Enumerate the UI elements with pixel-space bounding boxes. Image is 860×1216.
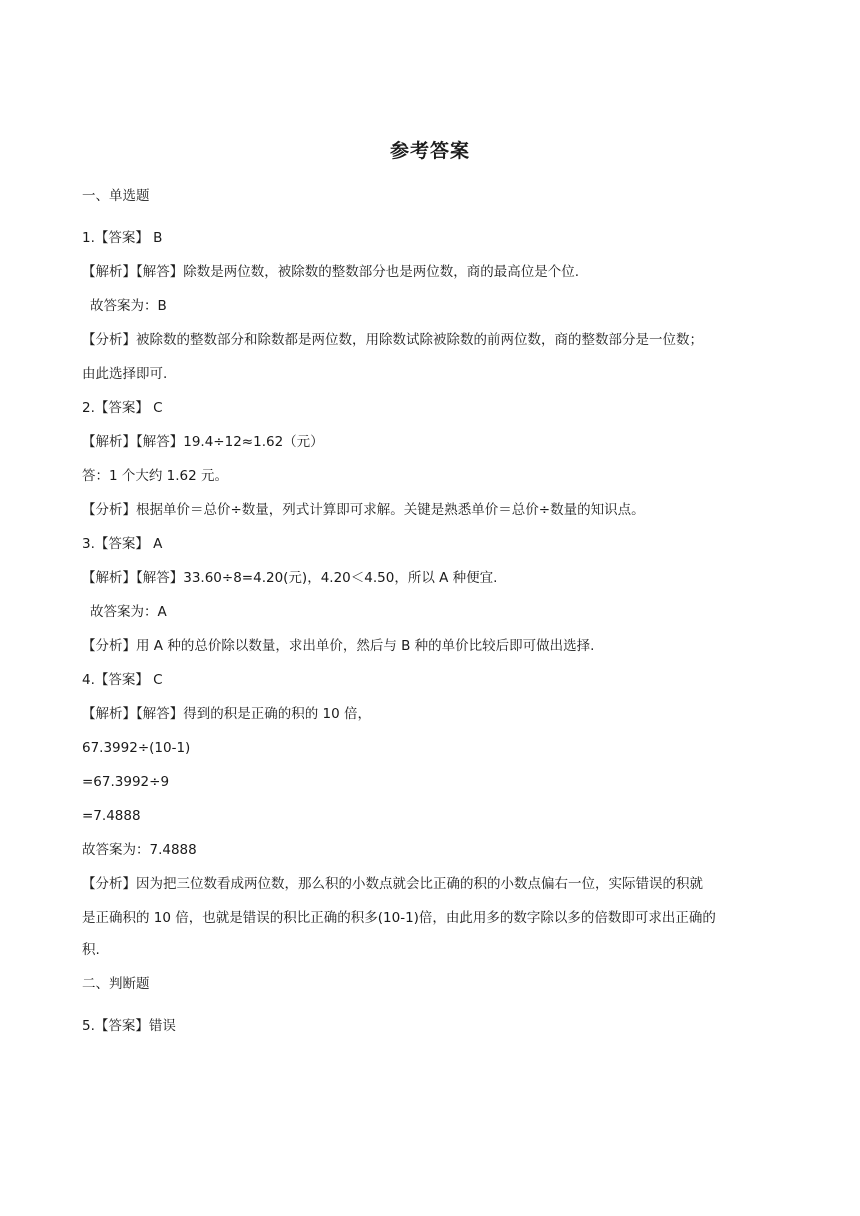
answer-1-conclusion: 故答案为：B [90, 298, 167, 314]
answer-4-analysis-cont-1: 是正确积的 10 倍，也就是错误的积比正确的积多(10-1)倍，由此用多的数字除以多的倍数即可求出正确的 [82, 910, 716, 926]
page-title: 参考答案 [389, 140, 470, 162]
section-heading-single-choice: 一、单选题 [82, 188, 150, 204]
answer-4-step-3: =7.4888 [82, 808, 141, 824]
answer-2-analysis: 【分析】根据单价＝总价÷数量，列式计算即可求解。关键是熟悉单价＝总价÷数量的知识点。 [82, 502, 645, 518]
answer-1-explanation: 【解析】【解答】除数是两位数，被除数的整数部分也是两位数，商的最高位是个位. [82, 264, 580, 280]
answer-3-explanation: 【解析】【解答】33.60÷8=4.20(元)，4.20＜4.50，所以 A 种便宜. [82, 570, 498, 586]
answer-2-label: 2.【答案】 C [82, 400, 163, 416]
answer-3-label: 3.【答案】 A [82, 536, 163, 552]
answer-4-conclusion: 故答案为：7.4888 [82, 842, 197, 858]
answer-2-explanation: 【解析】【解答】19.4÷12≈1.62（元） [82, 434, 324, 450]
answer-1-label: 1.【答案】 B [82, 230, 163, 246]
answer-3-analysis: 【分析】用 A 种的总价除以数量，求出单价，然后与 B 种的单价比较后即可做出选择. [82, 638, 595, 654]
answer-4-step-1: 67.3992÷(10-1) [82, 740, 191, 756]
answer-4-label: 4.【答案】 C [82, 672, 163, 688]
answer-4-step-2: =67.3992÷9 [82, 774, 170, 790]
answer-5-label: 5.【答案】错误 [82, 1018, 176, 1034]
answer-4-analysis-cont-2: 积. [82, 942, 100, 958]
answer-1-analysis: 【分析】被除数的整数部分和除数都是两位数，用除数试除被除数的前两位数，商的整数部分是一位数； [82, 332, 703, 348]
answer-4-analysis: 【分析】因为把三位数看成两位数，那么积的小数点就会比正确的积的小数点偏右一位，实际错误的积就 [82, 876, 703, 892]
answer-1-analysis-cont: 由此选择即可. [82, 366, 168, 382]
answer-2-response: 答：1 个大约 1.62 元。 [82, 468, 229, 484]
answer-3-conclusion: 故答案为：A [90, 604, 167, 620]
answer-4-explanation: 【解析】【解答】得到的积是正确的积的 10 倍， [82, 706, 372, 722]
section-heading-true-false: 二、判断题 [82, 976, 150, 992]
